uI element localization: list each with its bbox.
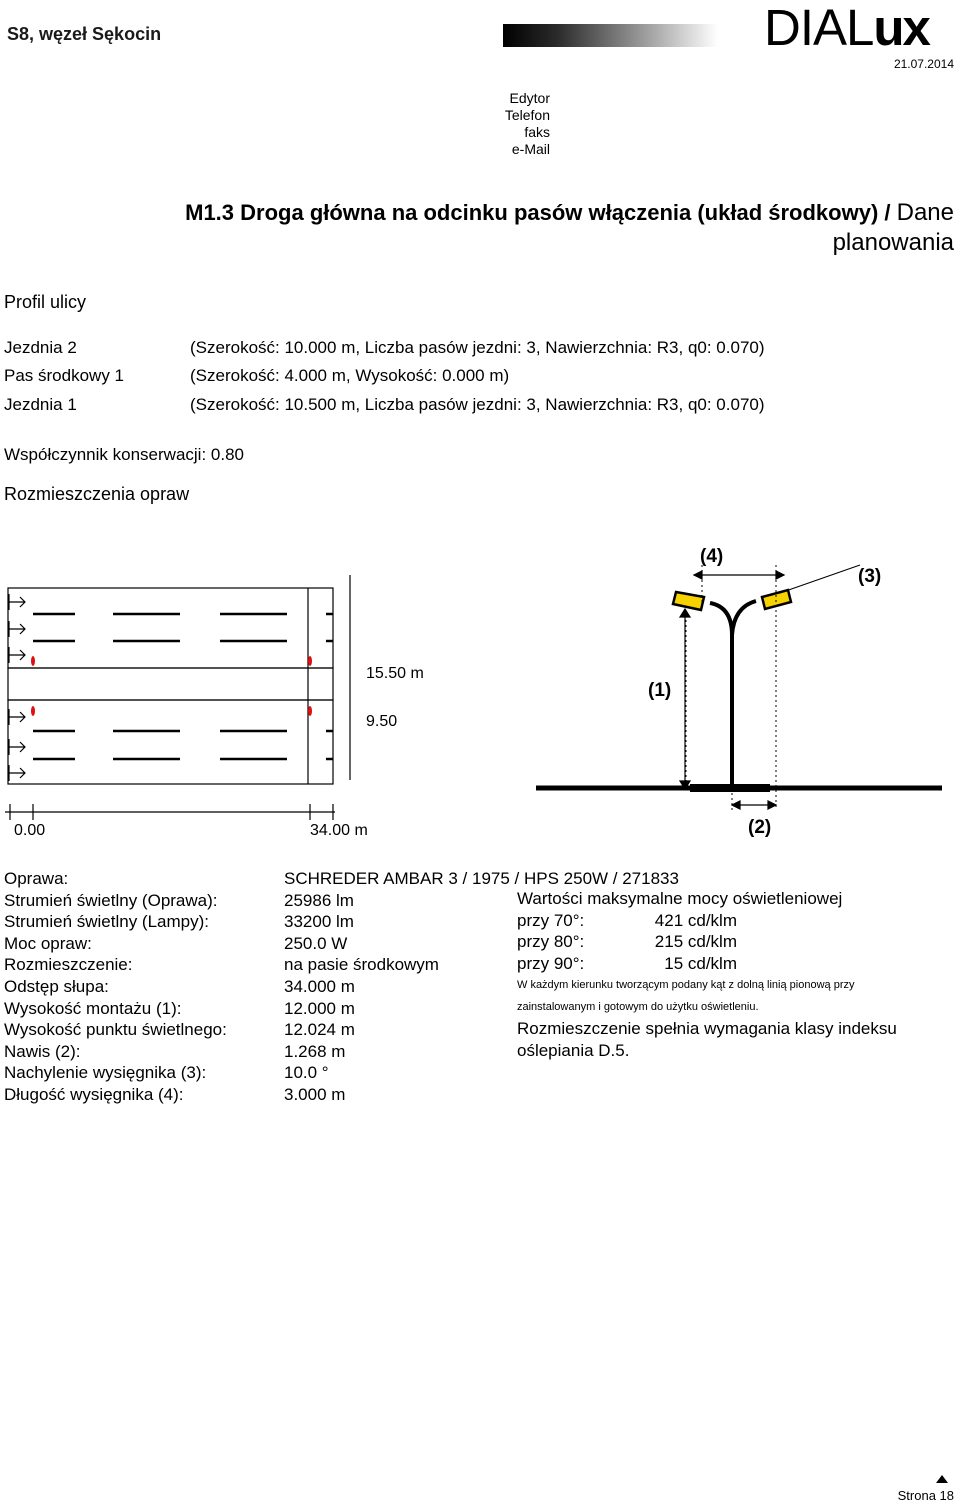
- contact-block: [505, 90, 550, 158]
- arm-length-dimension: [694, 571, 784, 579]
- dim-label-top: 15.50 m: [366, 665, 424, 682]
- profile-row-name: Pas środkowy 1: [4, 366, 124, 385]
- luminaire-label: Strumień świetlny (Lampy):: [4, 912, 210, 932]
- dimension-line-horizontal: [5, 804, 335, 820]
- arrangement-heading: Rozmieszczenia opraw: [4, 484, 190, 504]
- logo-text-light: DIAL: [764, 0, 874, 56]
- luminaire-value: 34.000 m: [284, 976, 355, 996]
- label-inclination: (3): [858, 566, 882, 587]
- page-title-sub: Dane planowania: [832, 199, 954, 256]
- page-title: [94, 198, 954, 258]
- inclination-line: [780, 565, 860, 593]
- luminaire-value: na pasie środkowym: [284, 955, 439, 975]
- luminaire-label: Strumień świetlny (Oprawa):: [4, 890, 218, 910]
- intensity-angle: przy 90°:: [517, 954, 585, 973]
- dialux-logo: [764, 0, 929, 56]
- luminaire-value: 10.0 °: [284, 1063, 329, 1083]
- luminaire-value: 250.0 W: [284, 933, 348, 953]
- label-arm-length: (4): [700, 546, 724, 567]
- carriageway-2-outline: [8, 588, 333, 668]
- central-reserve-outline: [8, 668, 333, 700]
- direction-arrows: [9, 594, 25, 781]
- profile-row-name: Jezdnia 1: [4, 395, 77, 414]
- luminaire-label: Nachylenie wysięgnika (3):: [4, 1063, 207, 1083]
- glare-class-line1: Rozmieszczenie spełnia wymagania klasy indeksu: [517, 1019, 897, 1038]
- luminaire-value: 12.000 m: [284, 998, 355, 1018]
- report-date: 21.07.2014: [893, 57, 954, 71]
- luminaire-label: Odstęp słupa:: [4, 976, 109, 996]
- dim-label-x1: 34.00 m: [310, 822, 368, 839]
- page-up-icon: [936, 1475, 948, 1483]
- profile-row-desc: (Szerokość: 10.000 m, Liczba pasów jezdni: 3, Nawierzchnia: R3, q0: 0.070): [190, 338, 765, 357]
- dim-label-mid: 9.50: [366, 713, 398, 730]
- label-mounting-height: (1): [648, 680, 672, 701]
- intensity-angle: przy 70°:: [517, 911, 585, 930]
- max-intensity-heading: Wartości maksymalne mocy oświetleniowej: [517, 889, 843, 908]
- project-title: S8, węzeł Sękocin: [7, 24, 162, 44]
- luminaire-value: 12.024 m: [284, 1020, 355, 1040]
- luminaire-value: SCHREDER AMBAR 3 / 1975 / HPS 250W / 271833: [284, 869, 679, 888]
- luminaire-value: 33200 lm: [284, 912, 354, 932]
- luminaire-heads: [673, 590, 791, 610]
- intensity-angle: przy 80°:: [517, 932, 585, 951]
- luminaire-label: Wysokość punktu świetlnego:: [4, 1020, 227, 1040]
- profile-row-desc: (Szerokość: 4.000 m, Wysokość: 0.000 m): [190, 366, 510, 385]
- dim-label-x0: 0.00: [14, 822, 46, 839]
- luminaire-label: Długość wysięgnika (4):: [4, 1084, 184, 1104]
- contact-email: e-Mail: [511, 141, 550, 157]
- luminaire-value: 1.268 m: [284, 1041, 346, 1061]
- luminaire-labels: [4, 868, 227, 1106]
- luminaire-label: Rozmieszczenie:: [4, 955, 133, 975]
- luminaire-positions: [31, 656, 312, 716]
- luminaire-label: Oprawa:: [4, 869, 69, 888]
- header-gradient-bar: [503, 24, 718, 47]
- profile-row-name: Jezdnia 2: [4, 338, 77, 357]
- pole-arm-left: [710, 603, 732, 788]
- page-title-main: M1.3 Droga główna na odcinku pasów włączenia (układ środkowy) /: [185, 200, 891, 225]
- luminaire-value: 25986 lm: [284, 890, 354, 910]
- profile-row-desc: (Szerokość: 10.500 m, Liczba pasów jezdni: 3, Nawierzchnia: R3, q0: 0.070): [190, 395, 765, 414]
- luminaire-label: Moc opraw:: [4, 933, 92, 953]
- logo-text-bold: ux: [873, 0, 929, 56]
- pole-arm-right: [732, 601, 756, 635]
- luminaire-value: 3.000 m: [284, 1084, 346, 1104]
- street-profile-heading: Profil ulicy: [4, 292, 87, 312]
- intensity-value: 421 cd/klm: [654, 911, 737, 930]
- label-overhang: (2): [748, 817, 772, 838]
- intensity-value: 215 cd/klm: [654, 932, 737, 951]
- road-plan-diagram: [0, 570, 470, 845]
- page-number: Strona 18: [897, 1488, 954, 1503]
- contact-fax: faks: [524, 124, 550, 140]
- intensity-value: 15 cd/klm: [664, 954, 737, 973]
- luminaire-label: Nawis (2):: [4, 1041, 81, 1061]
- intensity-note-line2: zainstalowanym i gotowym do użytku oświetleniu.: [517, 1001, 759, 1013]
- luminaire-label: Wysokość montażu (1):: [4, 998, 182, 1018]
- carriageway-1-outline: [8, 700, 333, 784]
- glare-class-line2: oślepiania D.5.: [517, 1041, 630, 1060]
- intensity-note-line1: W każdym kierunku tworzącym podany kąt z dolną linią pionową przy: [517, 979, 855, 991]
- lane-markings: [33, 614, 333, 759]
- overhang-dimension: [732, 801, 776, 809]
- maintenance-factor: Współczynnik konserwacji: 0.80: [4, 445, 244, 464]
- contact-editor: Edytor: [509, 90, 550, 106]
- height-dimension: [680, 609, 690, 789]
- contact-phone: Telefon: [504, 107, 550, 123]
- pole-elevation-diagram: [530, 535, 955, 845]
